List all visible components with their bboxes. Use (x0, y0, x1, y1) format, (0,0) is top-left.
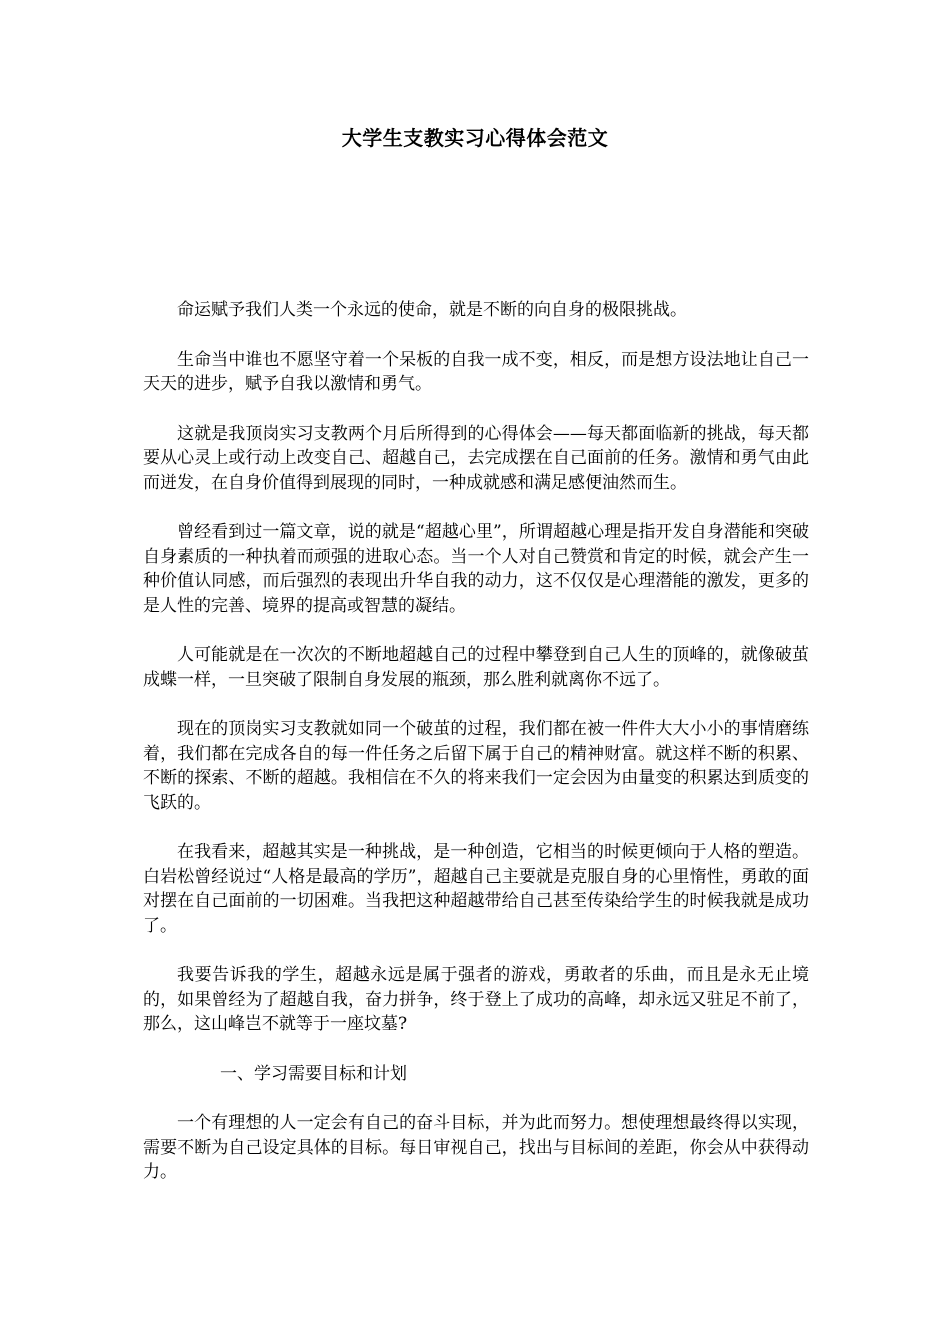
paragraph-4: 曾经看到过一篇文章，说的就是“超越心里”，所谓超越心理是指开发自身潜能和突破自身素质的一种执着而顽强的进取心态。当一个人对自己赞赏和肯定的时候，就会产生一种价值认同感，而后强烈的表现出升华自我的动力，这不仅仅是心理潜能的激发，更多的是人性的完善、境界的提高或智慧的凝结。 (143, 522, 809, 616)
paragraph-8: 我要告诉我的学生，超越永远是属于强者的游戏，勇敢者的乐曲，而且是永无止境的，如果曾经为了超越自我，奋力拼争，终于登上了成功的高峰，却永远又驻足不前了，那么，这山峰岂不就等于一座坟墓? (143, 965, 809, 1034)
paragraph-5: 人可能就是在一次次的不断地超越自己的过程中攀登到自己人生的顶峰的，就像破茧成蝶一样，一旦突破了限制自身发展的瓶颈，那么胜利就离你不远了。 (143, 645, 809, 690)
paragraph-1: 命运赋予我们人类一个永远的使命，就是不断的向自身的极限挑战。 (177, 300, 687, 320)
paragraph-7: 在我看来，超越其实是一种挑战，是一种创造，它相当的时候更倾向于人格的塑造。白岩松曾经说过“人格是最高的学历”，超越自己主要就是克服自身的心里惰性，勇敢的面对摆在自己面前的一切困难。当我把这种超越带给自己甚至传染给学生的时候我就是成功了。 (143, 842, 809, 936)
document-title: 大学生支教实习心得体会范文 (341, 126, 609, 150)
paragraph-6: 现在的顶岗实习支教就如同一个破茧的过程，我们都在被一件件大大小小的事情磨练着，我们都在完成各自的每一件任务之后留下属于自己的精神财富。就这样不断的积累、不断的探索、不断的超越。我相信在不久的将来我们一定会因为由量变的积累达到质变的飞跃的。 (143, 719, 809, 813)
paragraph-2: 生命当中谁也不愿坚守着一个呆板的自我一成不变，相反，而是想方设法地让自己一天天的进步，赋予自我以激情和勇气。 (143, 349, 809, 394)
document-body (143, 298, 809, 1210)
section-heading: 一、学习需要目标和计划 (220, 1063, 407, 1084)
paragraph-3: 这就是我顶岗实习支教两个月后所得到的心得体会——每天都面临新的挑战，每天都要从心灵上或行动上改变自己、超越自己，去完成摆在自己面前的任务。激情和勇气由此而迸发，在自身价值得到展现的同时，一种成就感和满足感便油然而生。 (143, 423, 809, 493)
section-paragraph: 一个有理想的人一定会有自己的奋斗目标，并为此而努力。想使理想最终得以实现，需要不断为自己设定具体的目标。每日审视自己，找出与目标间的差距，你会从中获得动力。 (143, 1113, 809, 1182)
